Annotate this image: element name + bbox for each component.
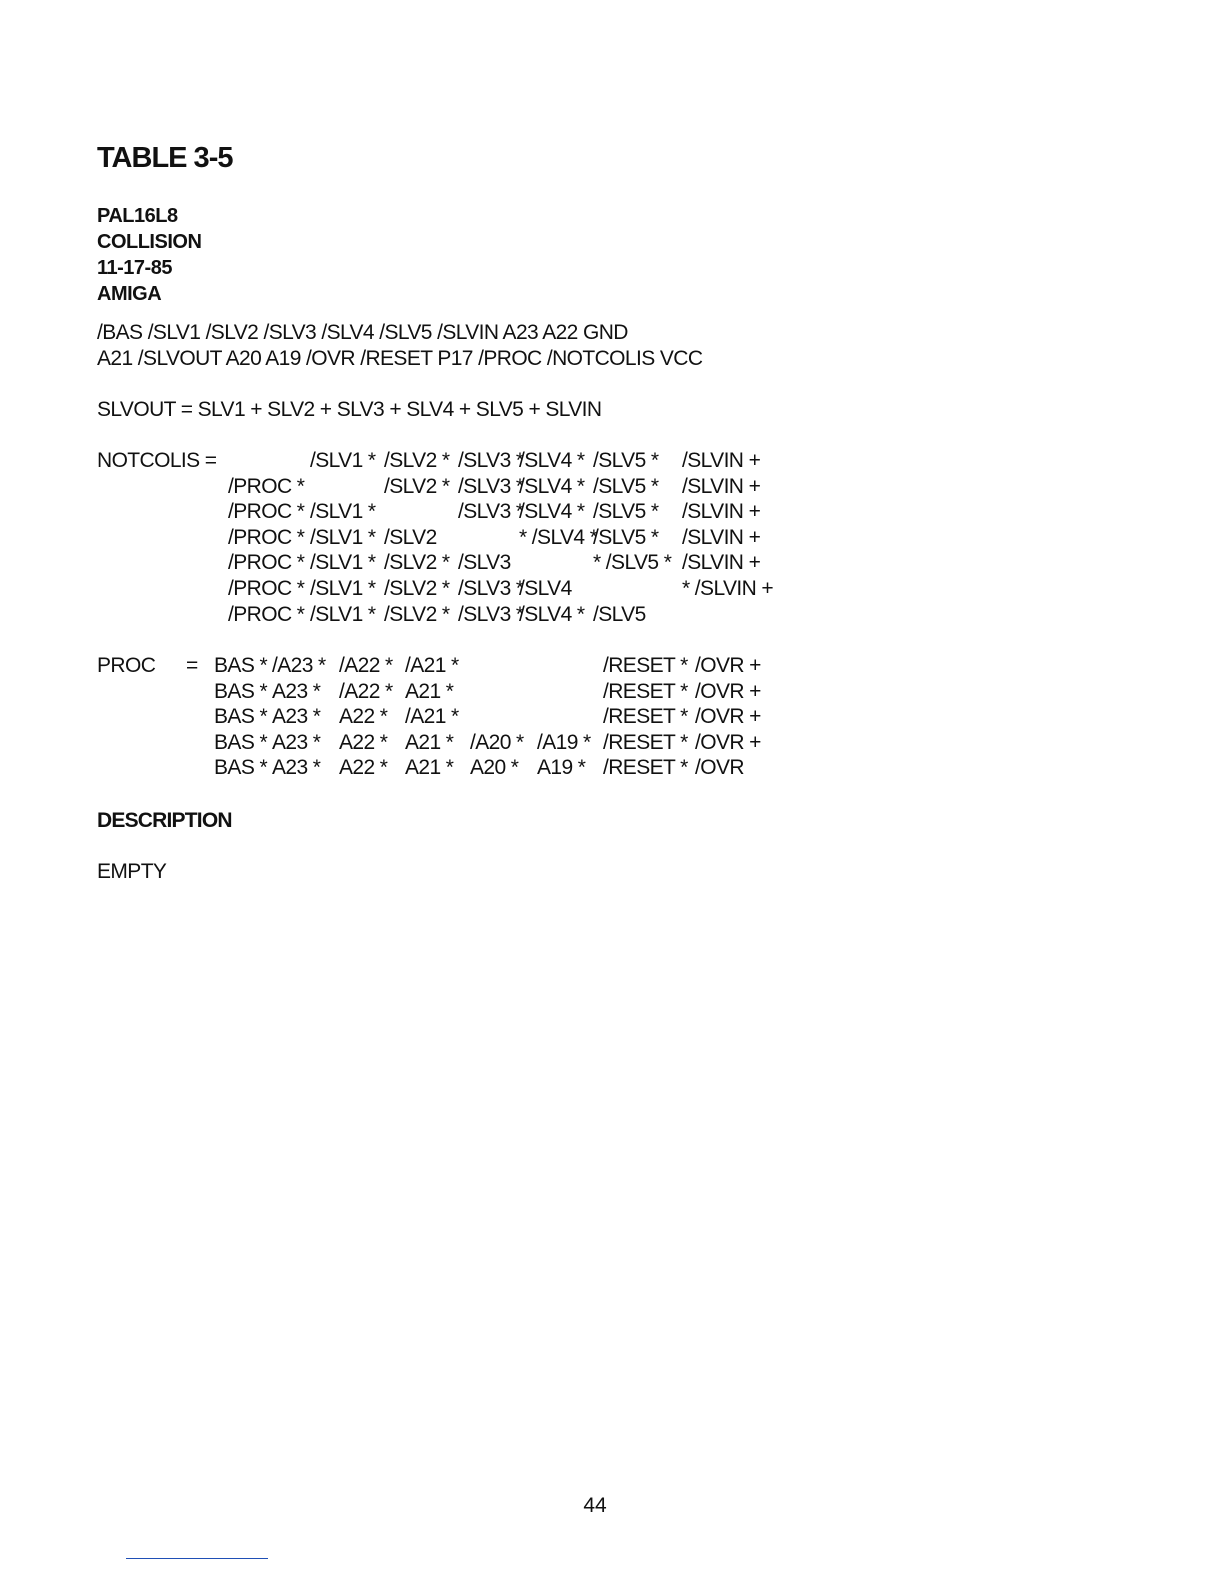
- notcolis-term: /SLV2 *: [384, 602, 450, 626]
- proc-term: /OVR: [695, 756, 744, 780]
- proc-term: A23 *: [272, 730, 321, 754]
- notcolis-term: /SLVIN +: [682, 474, 761, 498]
- notcolis-term: /SLV4 *: [519, 474, 585, 498]
- proc-term: /OVR +: [695, 705, 761, 729]
- proc-term: /OVR +: [695, 679, 761, 703]
- proc-term: A21 *: [405, 730, 454, 754]
- notcolis-term: /SLVIN +: [682, 525, 761, 549]
- proc-equals: =: [186, 654, 198, 677]
- proc-term: A22 *: [339, 705, 388, 729]
- notcolis-term: /SLV4 *: [519, 500, 585, 524]
- proc-term: A23 *: [272, 705, 321, 729]
- proc-term: A21 *: [405, 756, 454, 780]
- notcolis-term: /SLV2 *: [384, 577, 450, 600]
- notcolis-term: /SLV5 *: [593, 500, 659, 524]
- proc-term: /RESET *: [603, 756, 688, 780]
- notcolis-term: /SLVIN +: [682, 500, 761, 524]
- proc-term: /RESET *: [603, 654, 688, 677]
- notcolis-term: /SLV3: [458, 551, 511, 575]
- notcolis-term: /PROC *: [228, 500, 305, 524]
- notcolis-term: /SLV5 *: [593, 525, 659, 549]
- notcolis-term: /SLV2 *: [384, 474, 450, 498]
- proc-term: /A19 *: [537, 730, 591, 754]
- notcolis-term: /SLV4: [519, 577, 572, 600]
- notcolis-term: /SLV1 *: [310, 449, 376, 472]
- proc-term: A22 *: [339, 730, 388, 754]
- notcolis-term: /SLV5 *: [593, 449, 659, 472]
- notcolis-term: /SLV5: [593, 602, 646, 626]
- slvout-equation: SLVOUT = SLV1 + SLV2 + SLV3 + SLV4 + SLV5 + SLVIN: [97, 398, 602, 421]
- device-name: COLLISION: [97, 231, 202, 253]
- notcolis-term: /PROC *: [228, 474, 305, 498]
- proc-term: BAS *: [214, 654, 268, 677]
- proc-term: /A23 *: [272, 654, 326, 677]
- proc-term: /RESET *: [603, 730, 688, 754]
- proc-term: /A21 *: [405, 705, 459, 729]
- notcolis-term: /SLV1 *: [310, 525, 376, 549]
- pin-list-line: A21 /SLVOUT A20 A19 /OVR /RESET P17 /PROC /NOTCOLIS VCC: [97, 347, 703, 370]
- proc-term: A23 *: [272, 756, 321, 780]
- proc-term: BAS *: [214, 679, 268, 703]
- notcolis-term: /SLV2 *: [384, 449, 450, 472]
- description-text: EMPTY: [97, 860, 167, 883]
- notcolis-term: /PROC *: [228, 577, 305, 600]
- notcolis-term: /SLVIN +: [682, 551, 761, 575]
- proc-term: A22 *: [339, 756, 388, 780]
- proc-term: A21 *: [405, 679, 454, 703]
- notcolis-term: /SLV4 *: [519, 602, 585, 626]
- proc-term: /A21 *: [405, 654, 459, 677]
- footer-link-underline: [126, 1558, 268, 1559]
- notcolis-term: /SLV5 *: [593, 474, 659, 498]
- notcolis-term: /SLV3 *: [458, 500, 524, 524]
- proc-term: A23 *: [272, 679, 321, 703]
- proc-term: /OVR +: [695, 654, 761, 677]
- notcolis-term: /PROC *: [228, 602, 305, 626]
- notcolis-term: /SLV2 *: [384, 551, 450, 575]
- notcolis-term: /SLV1 *: [310, 577, 376, 600]
- device-company: AMIGA: [97, 283, 162, 305]
- notcolis-term: /PROC *: [228, 525, 305, 549]
- proc-term: /OVR +: [695, 730, 761, 754]
- page-number: 44: [583, 1494, 607, 1517]
- notcolis-term: /SLVIN +: [682, 449, 761, 472]
- notcolis-term: /SLV3 *: [458, 577, 524, 600]
- proc-term: /RESET *: [603, 679, 688, 703]
- notcolis-term: * /SLVIN +: [682, 577, 774, 600]
- proc-term: BAS *: [214, 730, 268, 754]
- proc-term: BAS *: [214, 756, 268, 780]
- notcolis-label: NOTCOLIS =: [97, 449, 217, 472]
- notcolis-term: /SLV3 *: [458, 474, 524, 498]
- pin-list-line: /BAS /SLV1 /SLV2 /SLV3 /SLV4 /SLV5 /SLVIN A23 A22 GND: [97, 321, 628, 344]
- table-title: TABLE 3-5: [97, 142, 233, 174]
- description-heading: DESCRIPTION: [97, 809, 232, 832]
- notcolis-term: /SLV1 *: [310, 500, 376, 524]
- proc-label: PROC: [97, 654, 156, 677]
- notcolis-term: /SLV3 *: [458, 602, 524, 626]
- device-type: PAL16L8: [97, 205, 178, 227]
- notcolis-term: * /SLV4 *: [519, 525, 598, 549]
- device-date: 11-17-85: [97, 257, 172, 279]
- notcolis-term: /SLV3 *: [458, 449, 524, 472]
- notcolis-term: /PROC *: [228, 551, 305, 575]
- proc-term: /A22 *: [339, 654, 393, 677]
- notcolis-term: * /SLV5 *: [593, 551, 672, 575]
- proc-term: BAS *: [214, 705, 268, 729]
- notcolis-term: /SLV1 *: [310, 551, 376, 575]
- notcolis-term: /SLV4 *: [519, 449, 585, 472]
- proc-term: /A20 *: [470, 730, 524, 754]
- proc-term: A20 *: [470, 756, 519, 780]
- notcolis-term: /SLV2: [384, 525, 437, 549]
- proc-term: A19 *: [537, 756, 586, 780]
- proc-term: /A22 *: [339, 679, 393, 703]
- proc-term: /RESET *: [603, 705, 688, 729]
- notcolis-term: /SLV1 *: [310, 602, 376, 626]
